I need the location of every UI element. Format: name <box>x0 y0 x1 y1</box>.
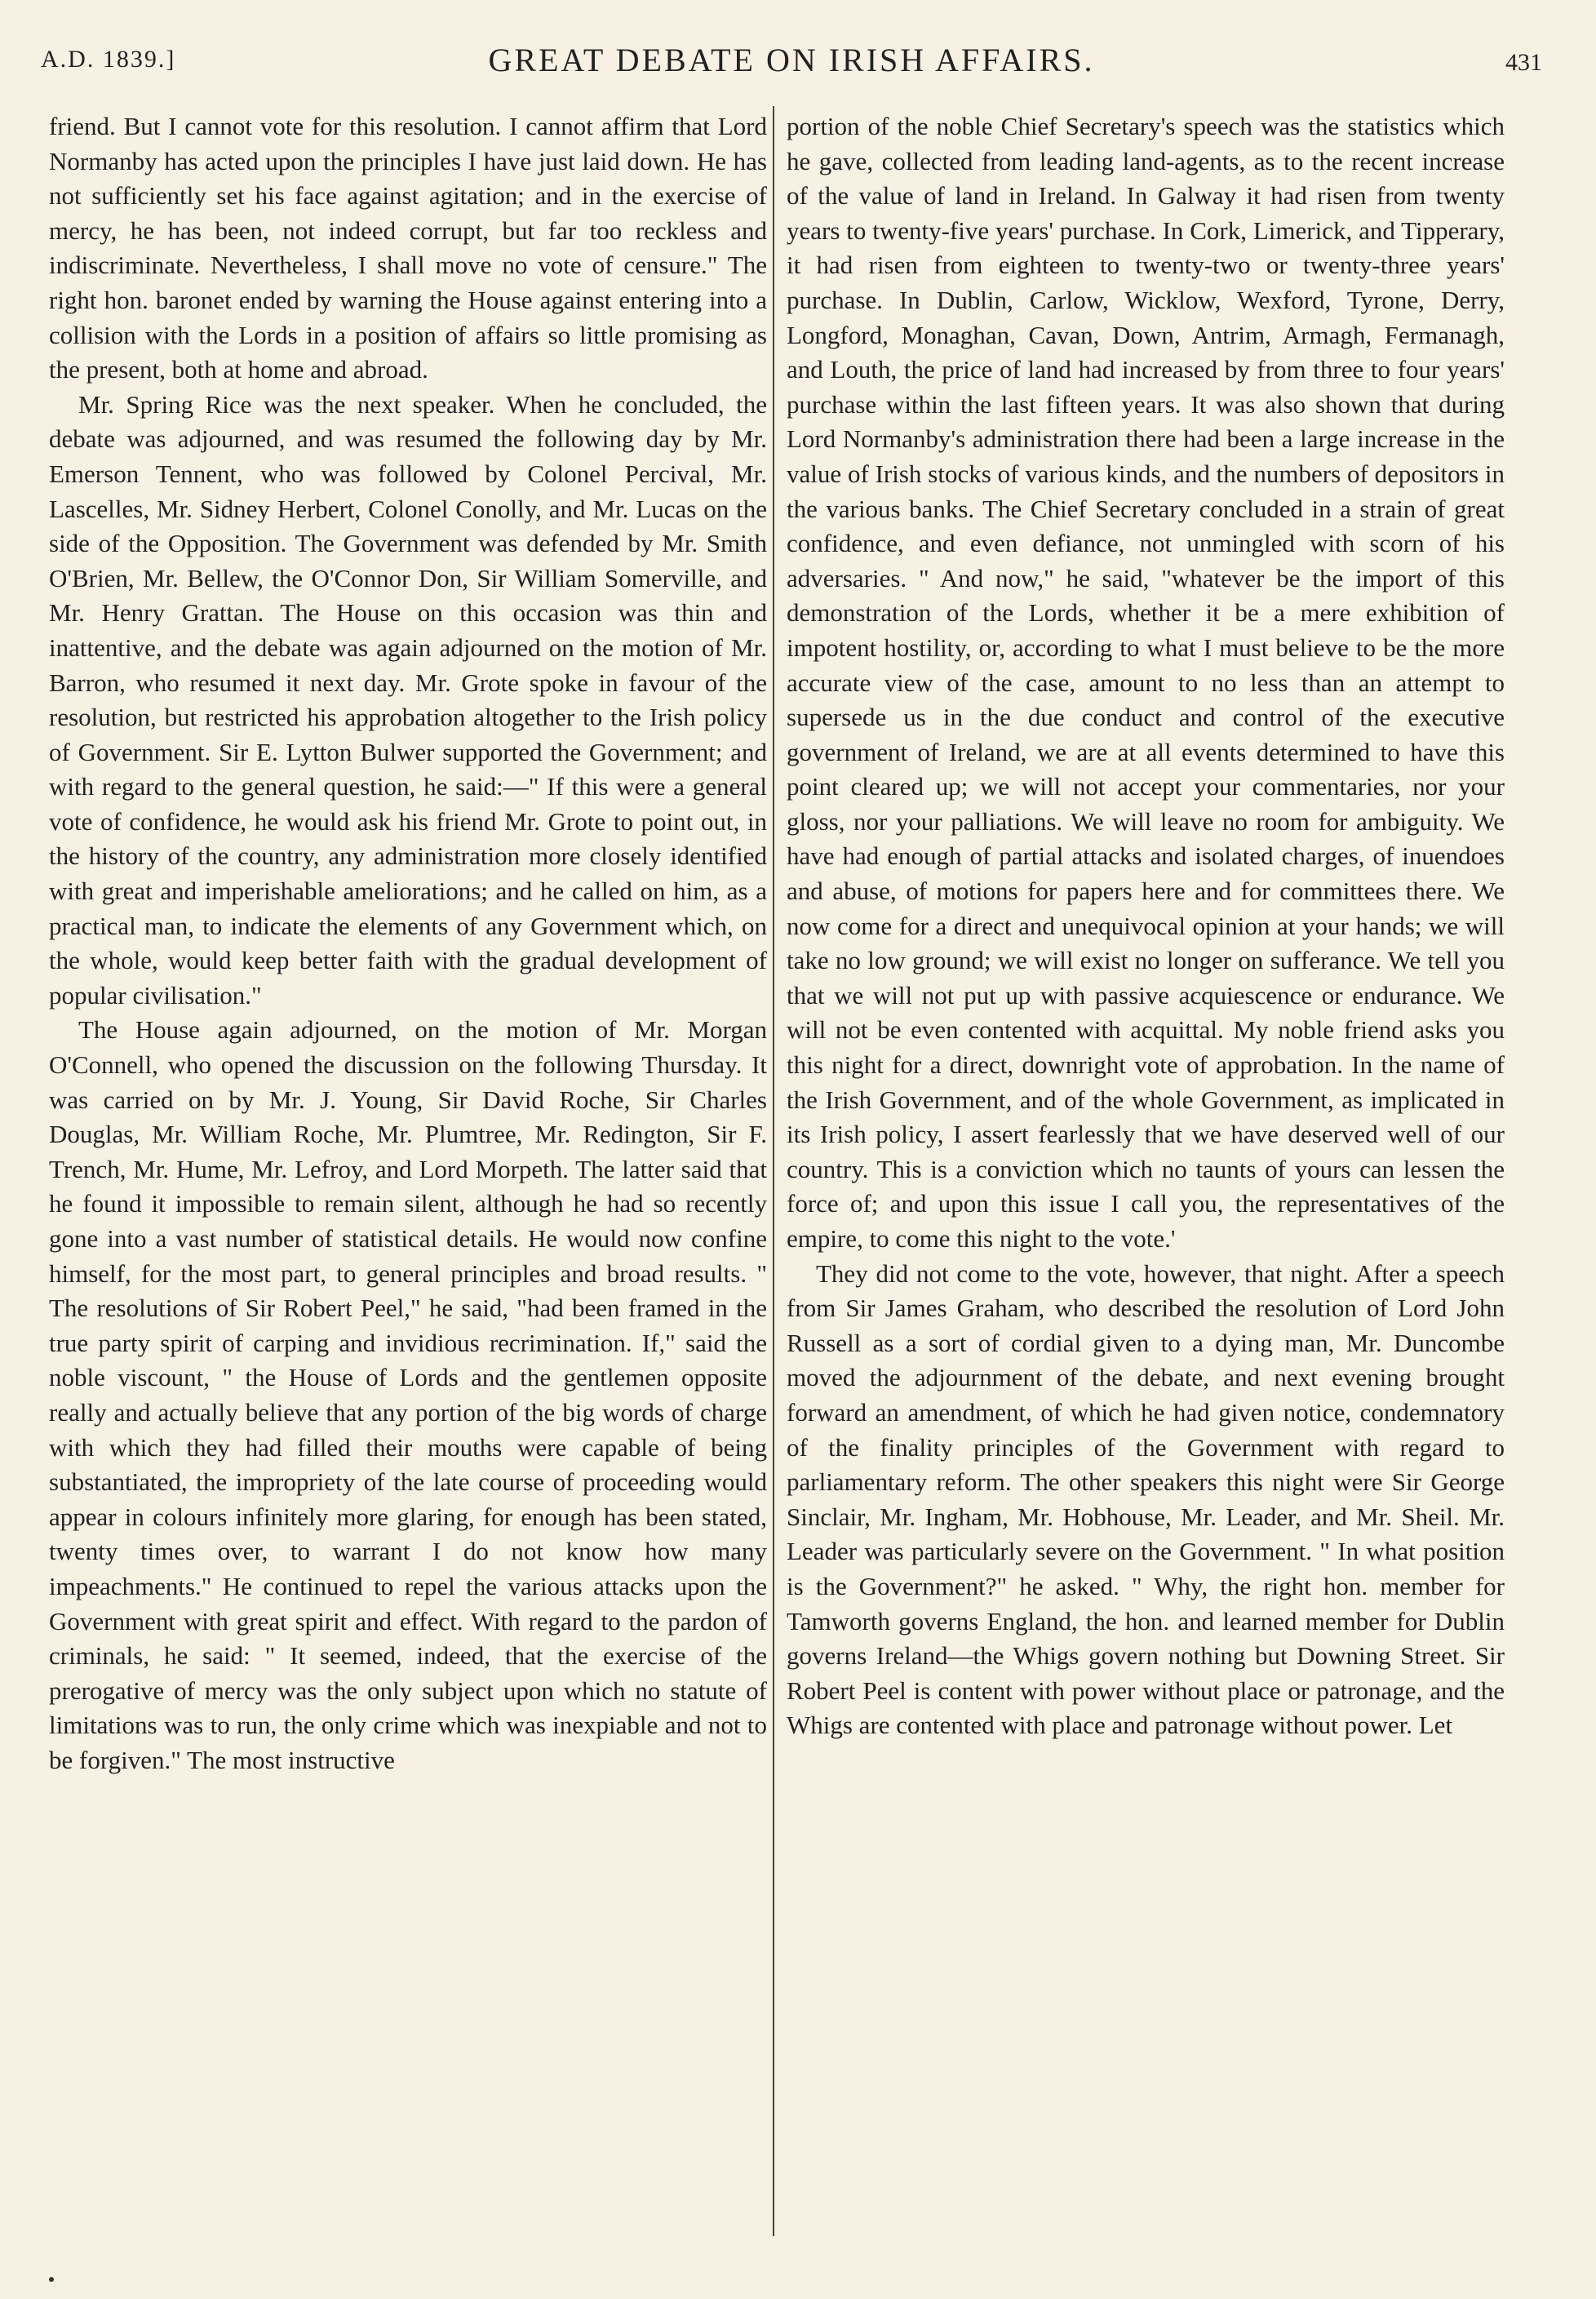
print-mark <box>49 2277 54 2282</box>
running-header <box>41 38 1542 87</box>
right-column <box>787 109 1505 1743</box>
left-paragraph-3: The House again adjourned, on the motion of Mr. Morgan O'Connell, who opened the discussion on the following Thursday. It was carried on by Mr. J. Young, Sir David Roche, Sir Charles Douglas, Mr. William Roche, Mr. Plumtree, Mr. Redington, Sir F. Trench, Mr. Hume, Mr. Lefroy, and Lord Morpeth. The latter said that he found it impossible to remain silent, although he had so recently gone into a vast number of statistical details. He would now confine himself, for the most part, to general principles and broad results. " The resolutions of Sir Robert Peel," he said, "had been framed in the true party spirit of carping and invidious recrimination. If," said the noble viscount, " the House of Lords and the gentlemen opposite really and actually believe that any portion of the big words of charge with which they had filled their mouths were capable of being substantiated, the impropriety of the late course of proceeding would appear in colours infinitely more glaring, for enough has been stated, twenty times over, to warrant I do not know how many impeachments." He continued to repel the various attacks upon the Government with great spirit and effect. With regard to the pardon of criminals, he said: " It seemed, indeed, that the exercise of the prerogative of mercy was the only subject upon which no statute of limitations was to run, the only crime which was inexpiable and not to be forgiven." The most instructive <box>49 1015 767 1774</box>
column-divider <box>773 106 774 2236</box>
left-paragraph-2: Mr. Spring Rice was the next speaker. When he concluded, the debate was adjourned, and was resumed the following day by Mr. Emerson Tennent, who was followed by Colonel Percival, Mr. Lascelles, Mr. Sidney Herbert, Colonel Conolly, and Mr. Lucas on the side of the Opposition. The Government was defended by Mr. Smith O'Brien, Mr. Bellew, the O'Connor Don, Sir William Somerville, and Mr. Henry Grattan. The House on this occasion was thin and inattentive, and the debate was again adjourned on the motion of Mr. Barron, who resumed it next day. Mr. Grote spoke in favour of the resolution, but restricted his approbation altogether to the Irish policy of Government. Sir E. Lytton Bulwer supported the Government; and with regard to the general question, he said:—" If this were a general vote of confidence, he would ask his friend Mr. Grote to point out, in the history of the country, any administration more closely identified with great and imperishable ameliorations; and he called on him, as a practical man, to indicate the elements of any Government which, on the whole, would keep better faith with the gradual development of popular civilisation." <box>49 389 767 1010</box>
right-paragraph-1: portion of the noble Chief Secretary's speech was the statistics which he gave, collected from leading land-agents, as to the recent increase of the value of land in Ireland. In Galway it had risen from twenty years to twenty-five years' purchase. In Cork, Limerick, and Tipperary, it had risen from eighteen to twenty-two or twenty-three years' purchase. In Dublin, Carlow, Wicklow, Wexford, Tyrone, Derry, Longford, Monaghan, Cavan, Down, Antrim, Armagh, Fermanagh, and Louth, the price of land had increased by from three to four years' purchase within the last fifteen years. It was also shown that during Lord Normanby's administration there had been a large increase in the value of Irish stocks of various kinds, and the numbers of depositors in the various banks. The Chief Secretary concluded in a strain of great confidence, and even defiance, not unmingled with scorn of his adversaries. " And now," he said, "whatever be the import of this demonstration of the Lords, whether it be a mere exhibition of impotent hostility, or, according to what I must believe to be the more accurate view of the case, amount to no less than an attempt to supersede us in the due conduct and control of the executive government of Ireland, we are at all events determined to have this point cleared up; we will not accept your commentaries, nor your gloss, nor your palliations. We will leave no room for ambiguity. We have had enough of partial attacks and isolated charges, of inuendoes and abuse, of motions for papers here and for committees there. We now come for a direct and unequivocal opinion at your hands; we will take no low ground; we will exist no longer on sufferance. We tell you that we will not put up with passive acquiescence or endurance. We will not be even contented with acquittal. My noble friend asks you this night for a direct, downright vote of approbation. In the name of the Irish Government, and of the whole Government, as implicated in its Irish policy, I assert fearlessly that we have deserved well of our country. This is a conviction which no taunts of yours can lessen the force of; and upon this issue I call you, the representatives of the empire, to come this night to the vote.' <box>787 112 1505 1253</box>
header-date: A.D. 1839.] <box>41 46 176 73</box>
header-title: GREAT DEBATE ON IRISH AFFAIRS. <box>488 42 1095 78</box>
page-number: 431 <box>1505 49 1542 76</box>
left-paragraph-1: friend. But I cannot vote for this resolution. I cannot affirm that Lord Normanby has acted upon the principles I have just laid down. He has not sufficiently set his face against agitation; and in the exercise of mercy, he has been, not indeed corrupt, but far too reckless and indiscriminate. Nevertheless, I shall move no vote of censure." The right hon. baronet ended by warning the House against entering into a collision with the Lords in a position of affairs so little promising as the present, both at home and abroad. <box>49 112 767 384</box>
right-paragraph-2: They did not come to the vote, however, that night. After a speech from Sir James Graham, who described the resolution of Lord John Russell as a sort of cordial given to a dying man, Mr. Duncombe moved the adjournment of the debate, and next evening brought forward an amendment, of which he had given notice, condemnatory of the finality principles of the Government with regard to parliamentary reform. The other speakers this night were Sir George Sinclair, Mr. Ingham, Mr. Hobhouse, Mr. Leader, and Mr. Sheil. Mr. Leader was particularly severe on the Government. " In what position is the Government?" he asked. " Why, the right hon. member for Tamworth governs England, the hon. and learned member for Dublin governs Ireland—the Whigs govern nothing but Downing Street. Sir Robert Peel is content with power without place or patronage, and the Whigs are contented with place and patronage without power. Let <box>787 1258 1505 1740</box>
left-column <box>49 109 767 1778</box>
